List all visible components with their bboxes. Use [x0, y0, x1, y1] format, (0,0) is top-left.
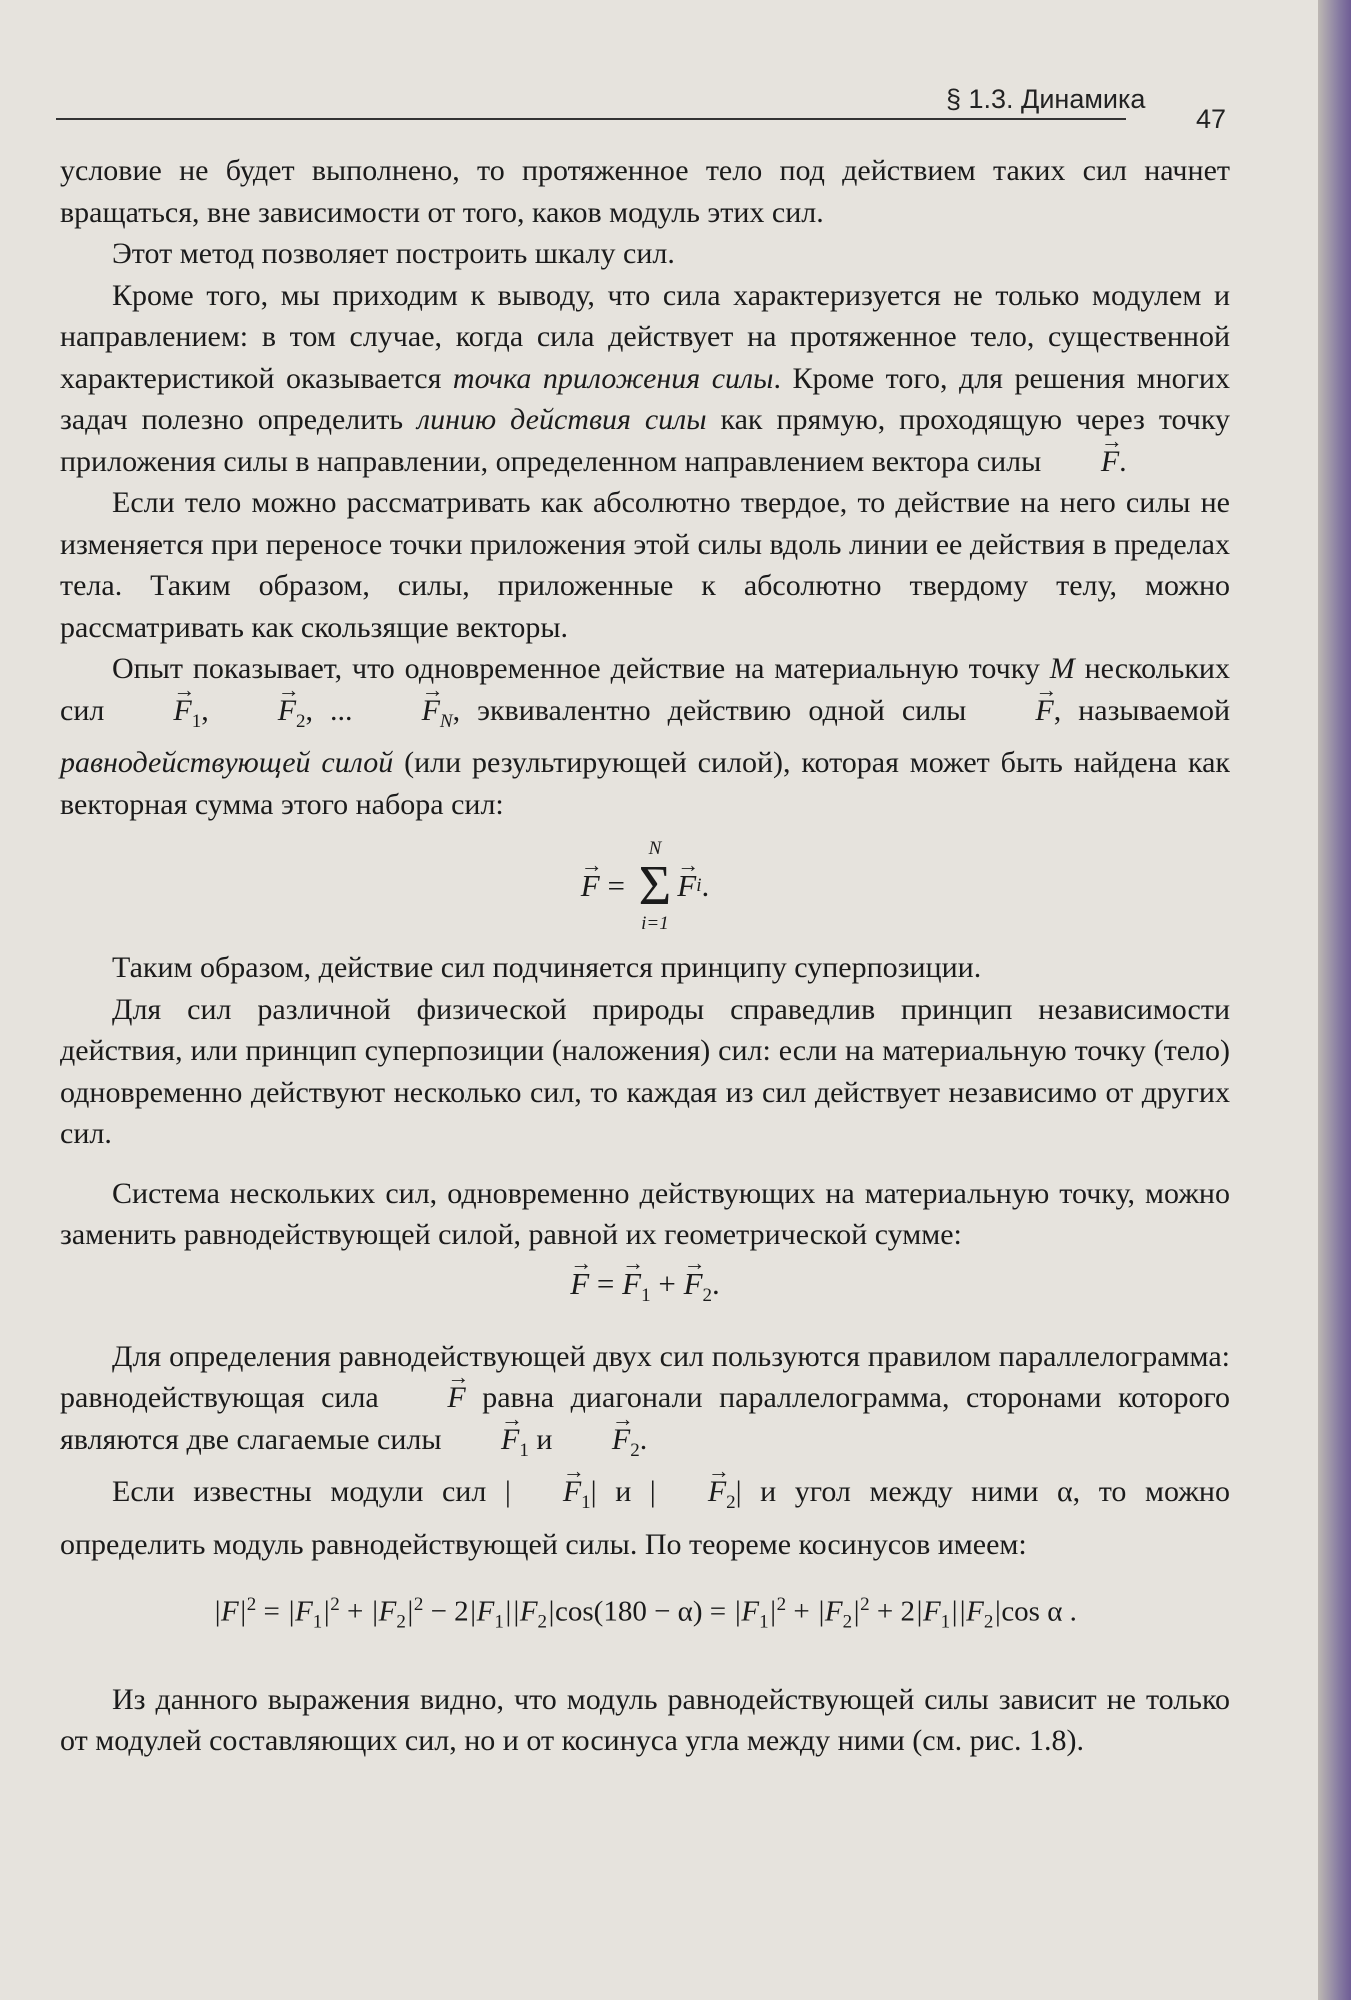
subscript: 2	[296, 710, 306, 732]
vector-symbol: → F	[560, 1419, 630, 1461]
text-run: Для определения равнодействующей двух сил пользуются правилом параллелограмма: равнодействующая сила	[60, 1339, 1230, 1415]
paragraph: Этот метод позволяет построить шкалу сил.	[112, 237, 675, 270]
abs-bar: |	[322, 1595, 331, 1628]
plus-sign: +	[339, 1595, 371, 1628]
paragraph: Из данного выражения видно, что модуль равнодействующей силы зависит не только от модулей составляющих сил, но и от косинуса угла между ними (см. рис. 1.8).	[60, 1682, 1230, 1758]
sum-lower-limit: i=1	[641, 913, 669, 934]
plus-sign: +	[786, 1595, 817, 1628]
superscript: 2	[776, 1594, 787, 1616]
vector-symbol: → F	[226, 690, 296, 732]
equals-sign: =	[256, 1595, 288, 1628]
magnitude-f2: |F	[958, 1595, 984, 1628]
abs-bar: |	[993, 1595, 1002, 1628]
subscript: 1	[191, 710, 202, 732]
equals-sign: =	[599, 868, 633, 903]
emphasis: точка приложения силы	[452, 361, 774, 395]
vector-symbol: → F	[622, 1262, 641, 1306]
superscript: 2	[246, 1594, 257, 1616]
text-run: .	[639, 1422, 648, 1456]
magnitude-f1: |F	[468, 1595, 495, 1628]
body-text	[60, 150, 1230, 1762]
paragraph: Система нескольких сил, одновременно действующих на материальную точку, можно заменить равнодействующей силой, равной их геометрической сумме:	[60, 1176, 1230, 1251]
text-run: .	[1119, 444, 1127, 478]
abs-bar: |	[852, 1595, 861, 1628]
formula-vector-sum	[60, 831, 1230, 941]
text-run: равна диагонали параллелограмма, сторонами которого являются две слагаемые силы	[60, 1381, 1231, 1456]
paragraph: Если тело можно рассматривать как абсолютно твердое, то действие на него силы не изменяется при переносе точки приложения этой силы вдоль линии ее действия в пределах тела. Таким образом, силы, приложенные к абсолютно твердому телу, можно рассматривать как скользящие векторы.	[60, 486, 1230, 644]
subscript: N	[439, 710, 453, 732]
page-edge	[1318, 0, 1351, 2000]
equals-sign: =	[589, 1265, 623, 1301]
vector-symbol: → F	[684, 1262, 703, 1306]
magnitude-f2: |F	[370, 1595, 397, 1628]
vector-symbol: → F	[1049, 441, 1119, 483]
paragraph: Для сил различной физической природы справедлив принцип независимости действия, или принцип суперпозиции (наложения) сил: если на материальную точку (тело) одновременно действуют несколько сил, то каждая из сил действует независимо от других сил.	[60, 992, 1230, 1150]
page-number: 47	[1196, 104, 1227, 134]
superscript: 2	[413, 1594, 424, 1616]
subscript: 1	[494, 1611, 504, 1633]
subscript: 1	[312, 1611, 323, 1633]
minus-two: − 2	[423, 1595, 469, 1628]
vector-symbol: → F	[983, 690, 1053, 732]
paragraph	[60, 1471, 1230, 1565]
text-run: Кроме того, мы приходим к выводу, что сила характеризуется не только модулем и направлением: в том случае, когда сила действует на протяженное тело, существенной характеристикой оказывается	[60, 278, 1230, 395]
magnitude-f1: |F	[914, 1595, 941, 1628]
magnitude-f: |F|	[213, 1595, 247, 1628]
subscript: 2	[702, 1284, 713, 1306]
vector-symbol: → F	[370, 690, 440, 732]
magnitude-f1: |F	[733, 1595, 760, 1628]
paragraph: Таким образом, действие сил подчиняется принципу суперпозиции.	[112, 951, 982, 984]
text-run: нескольких сил	[60, 652, 1230, 727]
superscript: 2	[330, 1594, 340, 1616]
abs-bar: |	[405, 1595, 414, 1628]
header-rule	[56, 118, 1126, 120]
period: .	[701, 868, 710, 903]
plus-two: + 2	[869, 1595, 915, 1628]
vector-symbol: → F	[656, 1471, 726, 1513]
text-run: , ...	[305, 693, 370, 727]
running-head: § 1.3. Динамика	[946, 84, 1146, 114]
vector-symbol: → F	[395, 1377, 465, 1419]
plus-sign: +	[650, 1265, 684, 1301]
paragraph	[60, 1336, 1230, 1472]
text-run: , называемой	[1053, 693, 1231, 727]
abs-bar: |	[950, 1595, 959, 1628]
vector-symbol: → F	[121, 690, 191, 732]
vector-symbol: → F	[581, 864, 600, 908]
vector-symbol: → F	[570, 1262, 589, 1306]
sum-upper-limit: N	[648, 838, 662, 859]
subscript: 1	[519, 1439, 529, 1461]
subscript: 1	[581, 1492, 591, 1514]
text-run: Опыт показывает, что одновременное действие на материальную точку	[112, 652, 1050, 685]
point-symbol: M	[1049, 652, 1075, 685]
subscript: 2	[396, 1611, 406, 1633]
vector-symbol: → F	[677, 864, 696, 908]
subscript: 2	[842, 1611, 853, 1633]
text-run: . Кроме того, для решения многих задач полезно определить	[60, 361, 1230, 436]
paragraph: Опыт показывает, что одновременное действие на материальную точку M нескольких сил → $F_1$, → $F_2$, ... → $F_N$, эквивалентно действию одной силы → F, называемой равнодействующей силой (или результирующей силой), которая может быть найдена как векторная сумма этого набора сил:	[60, 648, 1230, 825]
paragraph	[60, 275, 1230, 483]
text-run: Если известны модули сил |	[112, 1475, 511, 1509]
superscript: 2	[860, 1594, 870, 1616]
abs-bar: |	[547, 1595, 556, 1628]
vector-symbol: → F	[511, 1471, 581, 1513]
sigma-symbol: Σ	[638, 855, 672, 917]
paragraph: условие не будет выполнено, то протяженное тело под действием таких сил начнет вращаться, вне зависимости от того, каков модуль этих сил.	[60, 154, 1230, 229]
subscript: 1	[759, 1611, 769, 1633]
subscript: 2	[630, 1439, 640, 1461]
text-run: как прямую, проходящую через точку приложения силы в направлении, определенном направлением вектора силы	[60, 403, 1230, 478]
emphasis: равнодействующей силой	[60, 746, 394, 779]
subscript: 1	[940, 1611, 951, 1633]
subscript: 1	[641, 1284, 651, 1306]
text-run: | и угол между ними α, то можно определить модуль равнодействующей силы. По теореме косинусов имеем:	[60, 1475, 1230, 1561]
summation	[639, 839, 672, 933]
text-run: (или результирующей силой), которая может быть найдена как векторная сумма этого набора сил:	[60, 746, 1231, 821]
period: .	[1062, 1595, 1077, 1628]
abs-bar: |	[503, 1595, 512, 1628]
subscript: 2	[983, 1611, 994, 1633]
subscript: 2	[726, 1492, 736, 1514]
formula-two-forces	[60, 1262, 1230, 1318]
period: .	[712, 1265, 720, 1301]
formula-cosine-law	[60, 1583, 1230, 1644]
cosine-term: cos(180 − α)	[555, 1595, 703, 1628]
magnitude-f1: |F	[287, 1595, 313, 1628]
magnitude-f2: |F	[511, 1595, 538, 1628]
vector-symbol: → F	[449, 1419, 519, 1461]
text-run: | и |	[590, 1475, 656, 1509]
subscript: 2	[537, 1611, 548, 1633]
abs-bar: |	[768, 1595, 777, 1628]
equals-sign: =	[702, 1595, 734, 1628]
cosine-term: cos α	[1001, 1595, 1063, 1628]
magnitude-f2: |F	[816, 1595, 843, 1628]
text-run: и	[528, 1422, 560, 1456]
subscript: i	[696, 875, 702, 896]
emphasis: линию действия силы	[417, 403, 707, 436]
text-run: , эквивалентно действию одной силы	[452, 693, 984, 727]
